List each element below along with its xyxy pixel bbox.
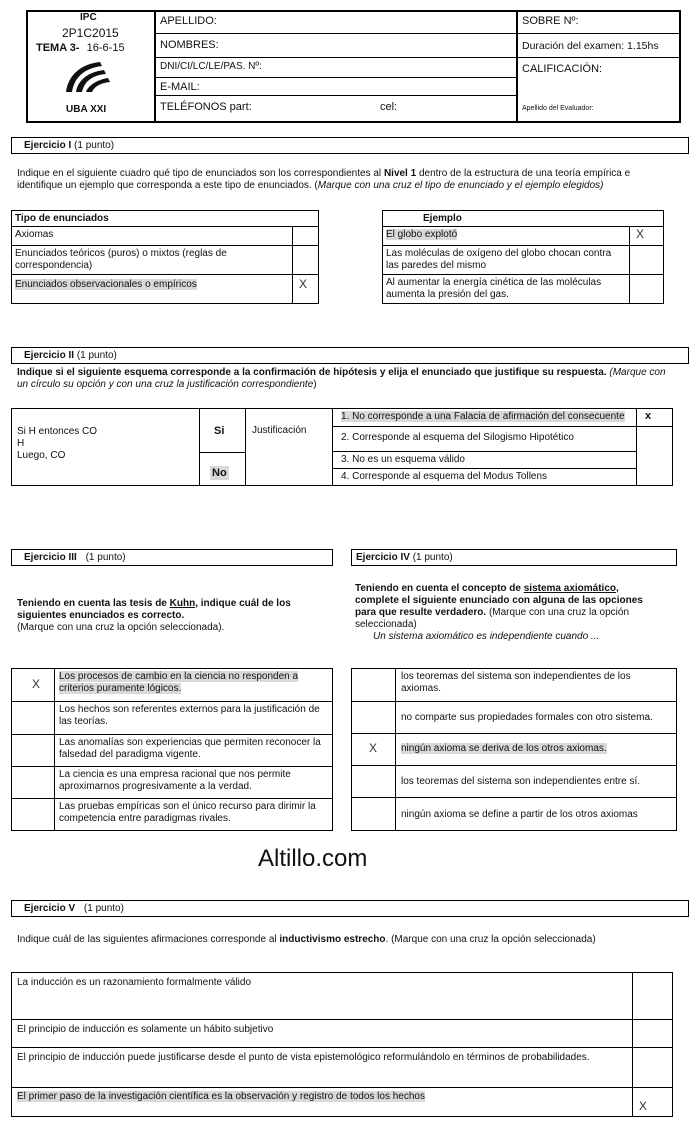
ej1-points: (1 punto)	[74, 140, 115, 151]
ej5-title-box	[11, 900, 689, 917]
ej1-ejemplo-box[interactable]	[629, 245, 664, 275]
ej2-divider	[245, 408, 246, 486]
ej3-mark: X	[32, 677, 41, 691]
apellido-field: APELLIDO:	[156, 12, 516, 34]
ej2-option-4[interactable]: 4. Corresponde al esquema del Modus Tollens	[332, 468, 637, 486]
ej2-option-2[interactable]: 2. Corresponde al esquema del Silogismo Hipotético	[332, 426, 637, 452]
ej1-tipo-box[interactable]	[292, 274, 319, 304]
ej2-option-3[interactable]: 3. No es un esquema válido	[332, 451, 637, 469]
uba-logo-text: UBA XXI	[66, 104, 107, 115]
ej3-points: (1 punto)	[85, 552, 126, 563]
ej2-points: (1 punto)	[76, 350, 117, 361]
ej3-instructions: Teniendo en cuenta las tesis de Kuhn, indique cuál de los siguientes enunciados es correcto. (Marque con una cruz la opción seleccionada).	[17, 598, 291, 633]
ej4-instructions: Teniendo en cuenta el concepto de sistema axiomático, complete el siguiente enunciado con alguna de las opciones para que resulte verdadero. (Marque con una cruz la opción seleccionada) Un sistema axiomático es independiente cuando ...	[355, 583, 643, 642]
ej5-option-3[interactable]: El principio de inducción puede justificarse desde el punto de vista epistemológico reformulándolo en términos de probabilidades.	[11, 1047, 633, 1088]
ej4-option-box[interactable]	[351, 765, 396, 798]
watermark: Altillo.com	[258, 845, 368, 872]
cel-field: cel:	[380, 101, 398, 113]
ej1-tipo-axiomas[interactable]: Axiomas	[11, 226, 293, 246]
dni-field: DNI/CI/LC/LE/PAS. Nº:	[156, 58, 516, 78]
ej1-tipo-header: Tipo de enunciados	[11, 210, 319, 227]
ej3-option-box[interactable]	[11, 668, 55, 702]
ej2-title-box	[11, 347, 689, 364]
email-field: E-MAIL:	[156, 78, 516, 96]
duracion-field: Duración del examen: 1.15hs	[518, 34, 680, 58]
ej4-title: Ejercicio IV	[356, 552, 410, 563]
ej3-option-box[interactable]	[11, 766, 55, 799]
ej2-divider	[199, 408, 200, 486]
ej4-option-box[interactable]	[351, 668, 396, 702]
telefonos-field: TELÉFONOS part:	[160, 101, 252, 113]
ej1-tipo-observacionales[interactable]: Enunciados observacionales o empíricos	[11, 274, 293, 304]
tema-label: TEMA 3-	[36, 42, 80, 54]
ej5-mark: X	[639, 1099, 648, 1113]
ej3-option-box[interactable]	[11, 701, 55, 735]
ej5-title: Ejercicio V	[24, 903, 76, 914]
ej3-option-box[interactable]	[11, 798, 55, 831]
ej3-option-2[interactable]: Los hechos son referentes externos para la justificación de las teorías.	[54, 701, 333, 735]
ej2-title: Ejercicio II	[24, 350, 75, 361]
ej2-option-box[interactable]	[636, 408, 673, 427]
nombres-field: NOMBRES:	[156, 34, 516, 58]
ej3-option-4[interactable]: La ciencia es una empresa racional que nos permite aproximarnos progresivamente a la verdad.	[54, 766, 333, 799]
tema-line	[36, 42, 125, 54]
ej3-option-5[interactable]: Las pruebas empíricas son el único recurso para dirimir la competencia entre paradigmas rivales.	[54, 798, 333, 831]
ej1-tipo-teoricos[interactable]: Enunciados teóricos (puros) o mixtos (reglas de correspondencia)	[11, 245, 293, 275]
ej2-si-option[interactable]: Si	[214, 425, 225, 437]
ej4-option-2[interactable]: no comparte sus propiedades formales con otro sistema.	[395, 701, 677, 734]
ej5-option-box[interactable]	[632, 1087, 673, 1117]
ej4-option-box[interactable]	[351, 797, 396, 831]
ej1-tipo-mark: X	[299, 277, 308, 291]
ej2-divider	[199, 452, 245, 453]
ej5-option-box[interactable]	[632, 1047, 673, 1088]
ej2-justificacion-label: Justificación	[252, 425, 307, 436]
ej2-no-option[interactable]: No	[212, 467, 227, 479]
ej3-option-1[interactable]: Los procesos de cambio en la ciencia no responden a criterios puramente lógicos.	[54, 668, 333, 702]
ej4-option-5[interactable]: ningún axioma se define a partir de los otros axiomas	[395, 797, 677, 831]
ej4-option-box[interactable]	[351, 733, 396, 766]
ej4-option-3[interactable]: ningún axioma se deriva de los otros axiomas.	[395, 733, 677, 766]
ej3-option-box[interactable]	[11, 734, 55, 767]
ej1-title: Ejercicio I	[24, 140, 72, 151]
ej2-option-1[interactable]: 1. No corresponde a una Falacia de afirmación del consecuente	[332, 408, 637, 427]
ej3-title-box	[11, 549, 333, 566]
ej5-instructions: Indique cuál de las siguientes afirmaciones corresponde al inductivismo estrecho. (Marque con una cruz la opción seleccionada)	[17, 934, 596, 945]
ej5-option-2[interactable]: El principio de inducción es solamente un hábito subjetivo	[11, 1019, 633, 1048]
evaluador-field: Apellido del Evaluador:	[522, 105, 594, 112]
ej1-ejemplo-globo[interactable]: El globo explotó	[382, 226, 630, 246]
ej1-ejemplo-header: Ejemplo	[382, 210, 664, 227]
uba-logo-icon	[60, 58, 114, 98]
ej5-option-4[interactable]: El primer paso de la investigación científica es la observación y registro de todos los hechos	[11, 1087, 633, 1117]
ej1-title-box	[11, 137, 689, 154]
calificacion-field: CALIFICACIÓN:	[522, 63, 603, 75]
ej4-mark: X	[369, 741, 378, 755]
ej1-ejemplo-moleculas[interactable]: Las moléculas de oxígeno del globo chocan contra las paredes del mismo	[382, 245, 630, 275]
ej3-title: Ejercicio III	[24, 552, 77, 563]
ej2-scheme	[17, 426, 97, 462]
ej1-ejemplo-box[interactable]	[629, 226, 664, 246]
ej1-tipo-box[interactable]	[292, 245, 319, 275]
ej4-option-box[interactable]	[351, 701, 396, 734]
exam-code: 2P1C2015	[62, 26, 119, 40]
ej4-option-4[interactable]: los teoremas del sistema son independientes entre sí.	[395, 765, 677, 798]
ej1-ejemplo-energia[interactable]: Al aumentar la energía cinética de las moléculas aumenta la presión del gas.	[382, 274, 630, 304]
ej2-instructions: Indique si el siguiente esquema corresponde a la confirmación de hipótesis y elija el enunciado que justifique su respuesta. (Marque con un círculo su opción y con una cruz la justificación correspondiente)	[17, 367, 666, 390]
ej2-mark: x	[645, 410, 652, 422]
ej2-scheme-line: H	[17, 438, 25, 449]
ej5-option-1[interactable]: La inducción es un razonamiento formalmente válido	[11, 972, 633, 1020]
ej2-scheme-line: Luego, CO	[17, 450, 66, 461]
ej2-scheme-line: Si H entonces CO	[17, 426, 98, 437]
ej4-points: (1 punto)	[412, 552, 453, 563]
ej5-points: (1 punto)	[83, 903, 124, 914]
ej1-instructions: Indique en el siguiente cuadro qué tipo de enunciados son los correspondientes al Nivel 1 dentro de la estructura de una teoría empírica e identifique un ejemplo que corresponda a este tipo de enunciados. (Marque con una cruz el tipo de enunciado y el ejemplo elegidos)	[17, 168, 631, 191]
ej1-ejemplo-box[interactable]	[629, 274, 664, 304]
ej1-tipo-box[interactable]	[292, 226, 319, 246]
ej4-title-box	[351, 549, 677, 566]
ipc-label: IPC	[80, 12, 97, 23]
ej5-option-box[interactable]	[632, 972, 673, 1020]
ej4-option-1[interactable]: los teoremas del sistema son independientes de los axiomas.	[395, 668, 677, 702]
ej1-ejemplo-mark: X	[636, 227, 645, 241]
ej3-option-3[interactable]: Las anomalías son experiencias que permiten reconocer la falsedad del paradigma vigente.	[54, 734, 333, 767]
sobre-field: SOBRE Nº:	[518, 12, 680, 34]
ej5-option-box[interactable]	[632, 1019, 673, 1048]
tema-date: 16-6-15	[86, 42, 125, 54]
